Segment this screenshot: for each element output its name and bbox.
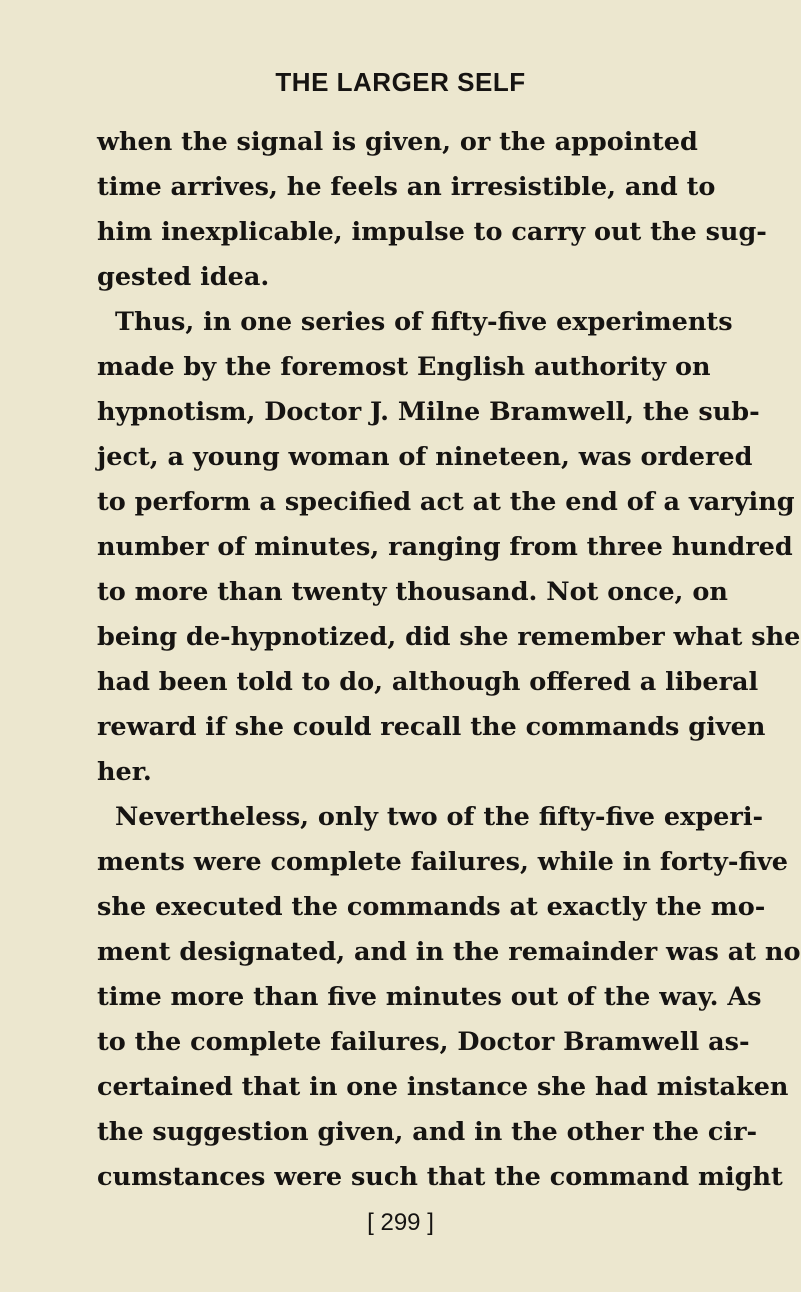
text-line: her.: [97, 757, 152, 787]
text-line: the suggestion given, and in the other the cir-: [97, 1117, 758, 1147]
paragraph-first-line: Thus, in one series of fifty-five experiments: [115, 307, 733, 337]
running-head: THE LARGER SELF: [275, 67, 526, 97]
text-line: ments were complete failures, while in forty-five: [97, 847, 789, 877]
text-line: made by the foremost English authority on: [97, 352, 711, 382]
text-line: reward if she could recall the commands given: [97, 712, 766, 742]
paragraph-first-line: Nevertheless, only two of the fifty-five experi-: [115, 802, 764, 832]
text-line: time more than five minutes out of the way. As: [97, 982, 762, 1012]
text-line: ject, a young woman of nineteen, was ordered: [97, 442, 753, 472]
text-line: certained that in one instance she had mistaken: [97, 1072, 789, 1102]
text-line: hypnotism, Doctor J. Milne Bramwell, the sub-: [97, 397, 760, 427]
text-line: had been told to do, although offered a liberal: [97, 667, 759, 697]
text-line: to perform a specified act at the end of a varying: [97, 487, 795, 517]
text-line: to the complete failures, Doctor Bramwell as-: [97, 1027, 750, 1057]
text-line: gested idea.: [97, 262, 270, 292]
text-line: number of minutes, ranging from three hundred: [97, 532, 793, 562]
text-line: being de-hypnotized, did she remember what she: [97, 622, 801, 652]
text-line: time arrives, he feels an irresistible, and to: [97, 172, 716, 202]
text-line: ment designated, and in the remainder was at no: [97, 937, 801, 967]
page-number: [ 299 ]: [367, 1209, 434, 1236]
text-line: cumstances were such that the command might: [97, 1162, 783, 1192]
text-line: she executed the commands at exactly the mo-: [97, 892, 766, 922]
text-line: him inexplicable, impulse to carry out the sug-: [97, 217, 767, 247]
text-line: to more than twenty thousand. Not once, on: [97, 577, 728, 607]
text-line: when the signal is given, or the appointed: [97, 127, 698, 157]
